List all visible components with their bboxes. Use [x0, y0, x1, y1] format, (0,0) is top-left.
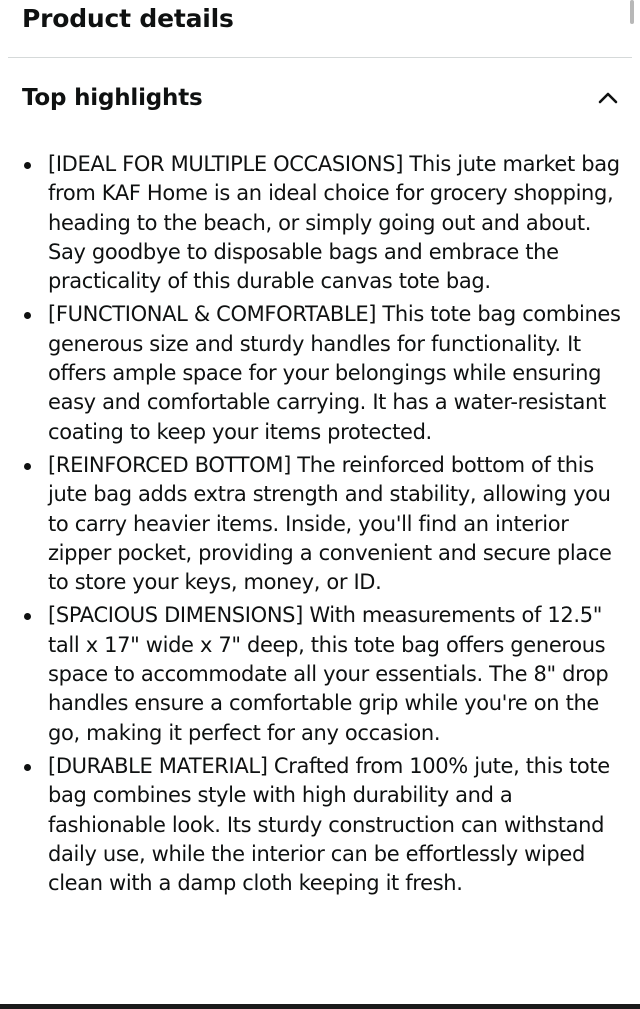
bullet-icon	[24, 162, 31, 169]
highlight-text: [REINFORCED BOTTOM] The reinforced bottom of this jute bag adds extra strength and stability, allowing you to carry heavier items. Inside, you'll find an interior zipper pocket, providing a convenient and secure place to store your keys, money, or ID.	[48, 452, 612, 595]
chevron-up-icon[interactable]	[598, 88, 618, 108]
highlights-list	[0, 150, 640, 902]
section-title: Product details	[22, 4, 234, 33]
bullet-icon	[24, 764, 31, 771]
bullet-icon	[24, 613, 31, 620]
highlight-text: [SPACIOUS DIMENSIONS] With measurements of 12.5" tall x 17" wide x 7" deep, this tote bag offers generous space to accommodate all your essentials. The 8" drop handles ensure a comfortable grip while you're on the go, making it perfect for any occasion.	[48, 603, 609, 745]
bottom-edge-bar	[0, 1004, 640, 1009]
section-divider	[8, 57, 632, 58]
highlight-item	[0, 601, 640, 747]
scroll-indicator[interactable]	[630, 0, 634, 24]
top-highlights-toggle[interactable]	[0, 70, 640, 128]
highlight-item	[0, 752, 640, 898]
highlight-item	[0, 300, 640, 446]
highlight-item	[0, 150, 640, 296]
highlight-item	[0, 451, 640, 597]
highlight-text: [DURABLE MATERIAL] Crafted from 100% jute, this tote bag combines style with high durability and a fashionable look. Its sturdy construction can withstand daily use, while the interior can be effortlessly wiped clean with a damp cloth keeping it fresh.	[48, 753, 610, 896]
bullet-icon	[24, 463, 31, 470]
accordion-title: Top highlights	[22, 85, 203, 111]
highlight-text: [IDEAL FOR MULTIPLE OCCASIONS] This jute market bag from KAF Home is an ideal choice for grocery shopping, heading to the beach, or simply going out and about. Say goodbye to disposable bags and embrace the practicality of this durable canvas tote bag.	[48, 152, 620, 294]
bullet-icon	[24, 312, 31, 319]
highlight-text: [FUNCTIONAL & COMFORTABLE] This tote bag combines generous size and sturdy handles for functionality. It offers ample space for your belongings while ensuring easy and comfortable carrying. It has a water-resistant coating to keep your items protected.	[48, 302, 621, 444]
